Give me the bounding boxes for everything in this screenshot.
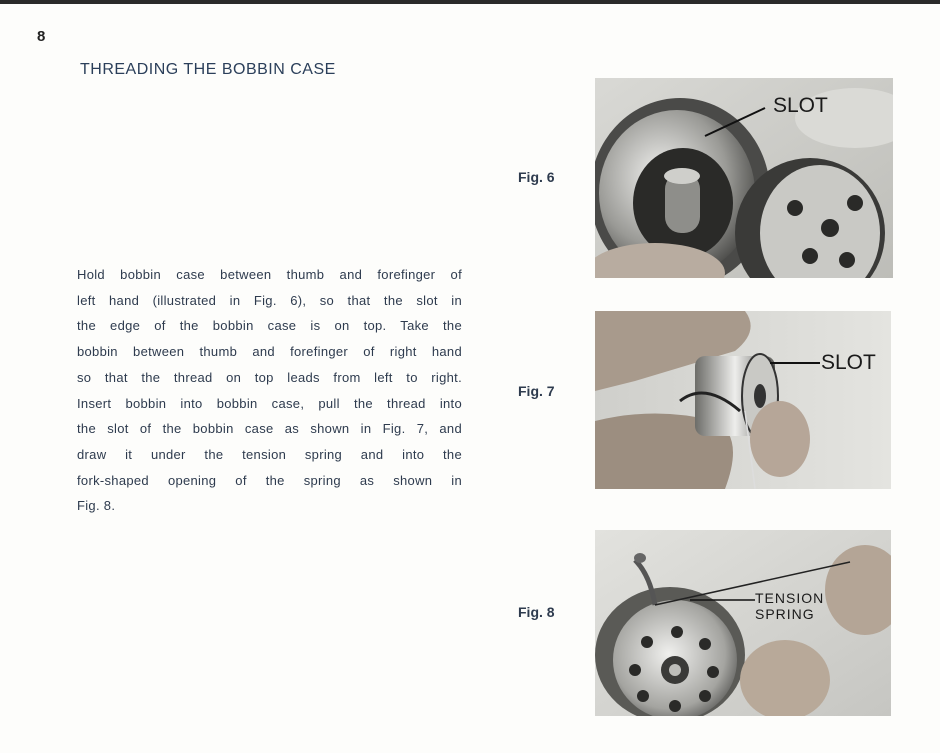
fig-6-label: Fig. 6 xyxy=(518,169,555,185)
fig-7-slot-callout: SLOT xyxy=(821,351,876,374)
fig-6-bobbin-case-illustration xyxy=(595,78,893,278)
instruction-paragraph xyxy=(77,262,462,519)
paragraph-line: left hand (illustrated in Fig. 6), so that the slot in xyxy=(77,292,462,308)
fig-8-label: Fig. 8 xyxy=(518,604,555,620)
paragraph-line: Hold bobbin case between thumb and forefinger of xyxy=(77,267,462,282)
callout-line-tension: TENSION xyxy=(755,590,825,606)
fig-7-photo xyxy=(595,311,891,489)
fig-6-photo xyxy=(595,78,893,278)
fig-8-tension-spring-illustration xyxy=(595,530,891,716)
fig-6-slot-callout: SLOT xyxy=(773,94,828,117)
paragraph-line: the edge of the bobbin case is on top. Take the xyxy=(77,318,462,334)
paragraph-line: the slot of the bobbin case as shown in Fig. 7, and xyxy=(77,421,462,437)
callout-line-spring: SPRING xyxy=(755,606,815,622)
paragraph-line: Insert bobbin into bobbin case, pull the thread into xyxy=(77,395,462,411)
paragraph-line: Fig. 8. xyxy=(77,498,116,514)
paragraph-line: draw it under the tension spring and into the xyxy=(77,446,462,462)
page-number: 8 xyxy=(37,28,46,45)
top-rule xyxy=(0,0,940,4)
fig-7-bobbin-insert-illustration xyxy=(595,311,891,489)
paragraph-line: fork-shaped opening of the spring as shown in xyxy=(77,472,462,488)
section-title: THREADING THE BOBBIN CASE xyxy=(80,61,336,78)
paragraph-line: bobbin between thumb and forefinger of right hand xyxy=(77,344,462,360)
paragraph-line: so that the thread on top leads from left to right. xyxy=(77,369,462,385)
fig-8-photo xyxy=(595,530,891,716)
fig-8-tension-spring-callout xyxy=(755,590,824,622)
fig-7-label: Fig. 7 xyxy=(518,383,555,399)
